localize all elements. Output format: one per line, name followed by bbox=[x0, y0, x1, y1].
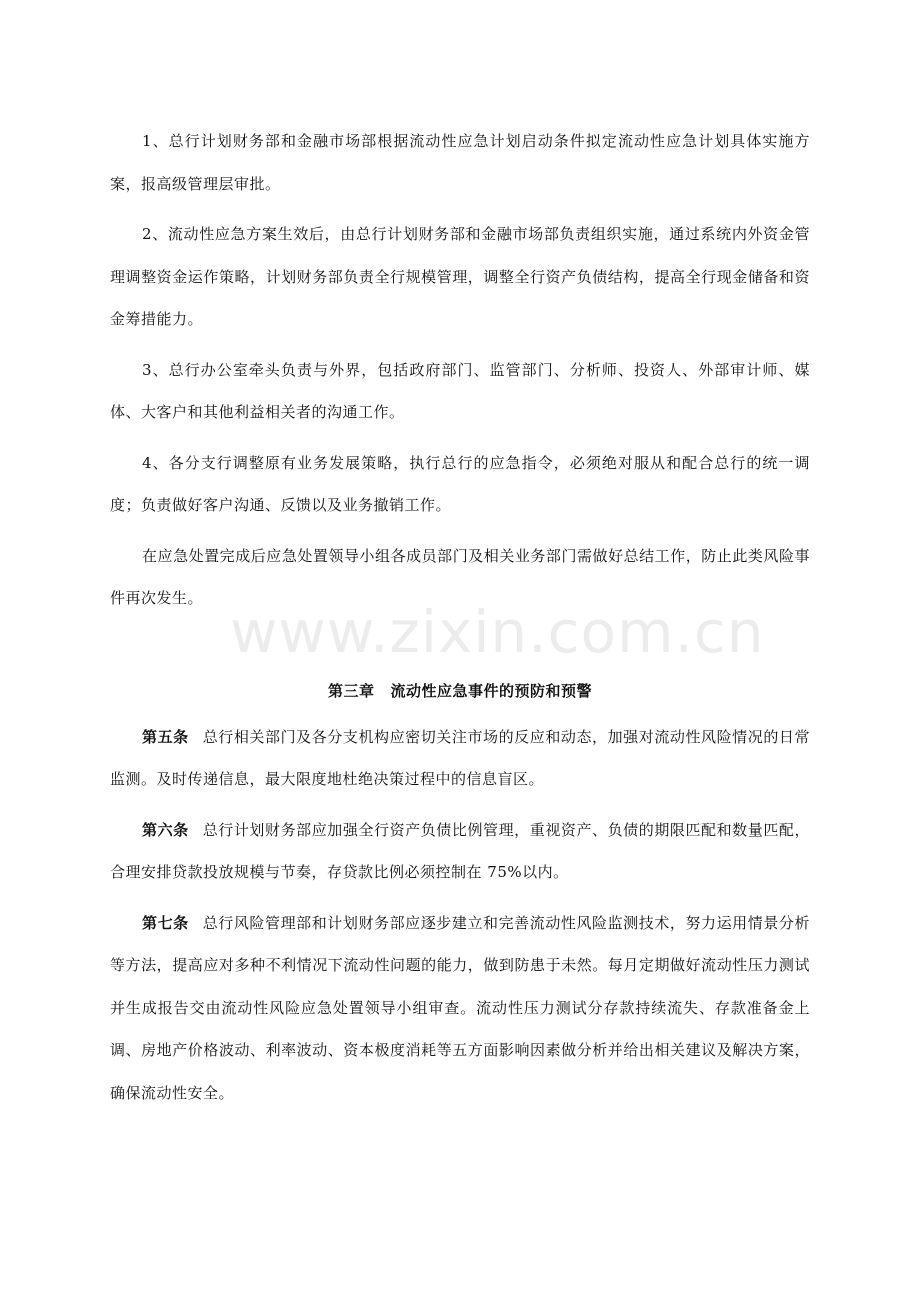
paragraph-item-4: 4、各分支行调整原有业务发展策略，执行总行的应急指令，必须绝对服从和配合总行的统一调度；负责做好客户沟通、反馈以及业务撤销工作。 bbox=[110, 453, 810, 514]
article-7-label: 第七条 bbox=[142, 913, 189, 932]
article-5-text: 总行相关部门及各分支机构应密切关注市场的反应和动态，加强对流动性风险情况的日常监测。及时传递信息，最大限度地杜绝决策过程中的信息盲区。 bbox=[110, 727, 810, 788]
paragraph-item-3: 3、总行办公室牵头负责与外界，包括政府部门、监管部门、分析师、投资人、外部审计师、媒体、大客户和其他利益相关者的沟通工作。 bbox=[110, 360, 810, 421]
article-5-label: 第五条 bbox=[142, 727, 189, 746]
article-5 bbox=[110, 716, 810, 801]
paragraph-summary: 在应急处置完成后应急处置领导小组各成员部门及相关业务部门需做好总结工作，防止此类风险事件再次发生。 bbox=[110, 546, 810, 607]
document-body bbox=[110, 120, 810, 1122]
article-6-text: 总行计划财务部应加强全行资产负债比例管理，重视资产、负债的期限匹配和数量匹配，合理安排贷款投放规模与节奏，存贷款比例必须控制在 75%以内。 bbox=[110, 820, 810, 881]
chapter-heading bbox=[110, 670, 810, 712]
chapter-title: 流动性应急事件的预防和预警 bbox=[390, 681, 593, 700]
article-7 bbox=[110, 902, 810, 1115]
chapter-number: 第三章 bbox=[327, 681, 375, 700]
article-6 bbox=[110, 809, 810, 894]
paragraph-item-1: 1、总行计划财务部和金融市场部根据流动性应急计划启动条件拟定流动性应急计划具体实施方案，报高级管理层审批。 bbox=[110, 132, 810, 193]
watermark: www.zixin.com.cn bbox=[230, 598, 765, 666]
article-7-text: 总行风险管理部和计划财务部应逐步建立和完善流动性风险监测技术，努力运用情景分析等方法，提高应对多种不利情况下流动性问题的能力，做到防患于未然。每月定期做好流动性压力测试并生成报告交由流动性风险应急处置领导小组审查。流动性压力测试分存款持续流失、存款准备金上调、房地产价格波动、利率波动、资本极度消耗等五方面影响因素做分析并给出相关建议及解决方案，确保流动性安全。 bbox=[110, 913, 810, 1102]
paragraph-item-2: 2、流动性应急方案生效后，由总行计划财务部和金融市场部负责组织实施，通过系统内外资金管理调整资金运作策略，计划财务部负责全行规模管理，调整全行资产负债结构，提高全行现金储备和资金筹措能力。 bbox=[110, 225, 810, 328]
article-6-label: 第六条 bbox=[142, 820, 189, 839]
